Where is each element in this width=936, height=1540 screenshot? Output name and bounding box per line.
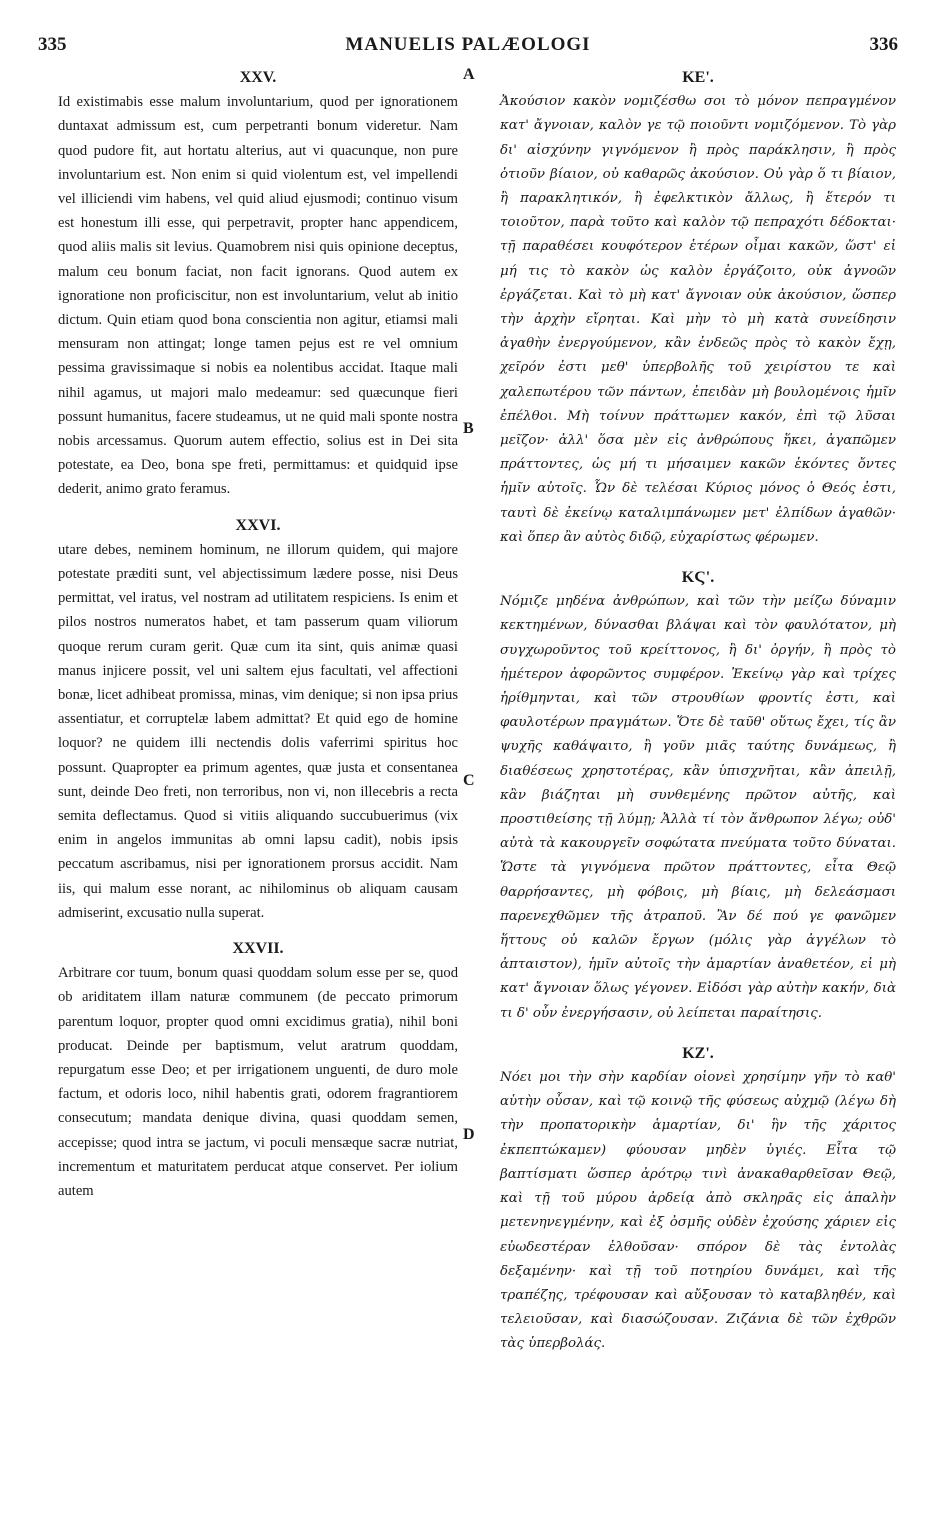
section-text: Νόμιζε μηδένα ἀνθρώπων, καὶ τῶν τὴν μείζω δύναμιν κεκτημένων, δύνασθαι βλάψαι καὶ τὸν φαυλότατον, μὴ συγχωροῦντος τοῦ κρείττονος, ἢ δι' ὀργήν, ἢ πρὸς τὸ ἡμέτερον ἀφορῶντος συμφέρον. Ἐκείνῳ γὰρ καὶ τρίχες ἠρίθμηνται, καὶ τῶν στρουθίων φροντίς ἐστι, καὶ φαυλοτέρων πραγμάτων. Ὅτε δὲ ταῦθ' οὕτως ἔχει, τίς ἂν ψυχῆς καθάψαιτο, ἢ γοῦν μιᾶς ταύτης δυνάμεως, ἢ διαθέσεως χρηστοτέρας, κἂν ὑπισχνῆται, κἂν ἀπειλῇ, κἂν βιάζηται μὴ συνθεμένης πρῶτον αὐτῆς, καὶ προστιθείσης τῇ λύμῃ; Ἀλλὰ τί τὸν ἄνθρωπον λέγω; οὐδ' αὐτὰ τὰ κακουργεῖν σοφώτατα πνεύματα τοῦτο δύναται. Ὥστε τὰ γιγνόμενα πρῶτον πράττοντες, εἶτα Θεῷ θαρρήσαντες, μὴ φόβοις, μὴ βίαις, μὴ δελεάσμασι παρενεχθῶμεν τῆς ἀτραποῦ. Ἂν δέ πού γε φανῶμεν ἥττους οὐ καλῶν ἔργων (μόλις γὰρ ἀγγέλων τὸ ἀπταιστον), ἡμῖν αὐτοῖς τὴν ἁμαρτίαν ἀναθετέον, εἰ μὴ κατ' ἄγνοιαν ὅλως γέγονεν. Εἰδόσι γὰρ αὐτὴν κακήν, διὰ τι δ' οὖν ἐνεργήσασιν, οὐ λείπεται παραίτησις.: [500, 594, 896, 1021]
section-heading: XXV.: [239, 69, 277, 86]
greek-section-ks: [500, 566, 896, 1026]
section-heading: XXVI.: [235, 516, 281, 534]
running-title: MANUELIS PALÆOLOGI: [345, 34, 591, 55]
section-heading: ΚϚ'.: [681, 569, 715, 587]
section-text: Νόει μοι τὴν σὴν καρδίαν οἱονεὶ χρησίμην γῆν τὸ καθ' αὑτὴν οὖσαν, καὶ τῷ κοινῷ τῆς φύσεως αὐχμῷ (λέγω δὴ τὴν προπατορικὴν ἁμαρτίαν, δι' ἣν τῆς χάριτος ἐκπεπτώκαμεν) φύουσαν μηδὲν ὑγιές. Εἶτα τῷ βαπτίσματι ὥσπερ ἀρότρῳ τινὶ ἀνακαθαρθεῖσαν Θεῷ, καὶ τῇ τοῦ μύρου ἀρδείᾳ ἀπὸ σκληρᾶς εἰς ἁπαλὴν μετενηνεγμένην, καὶ ἐξ ὀσμῆς οὐδὲν ἐχούσης χάριεν εἰς εὐωδεστέραν ἐλθοῦσαν· σπόρον δὲ τὰς ἐντολὰς δεξαμένην· καὶ τῇ τοῦ ποτηρίου δυνάμει, καὶ τῆς τραπέζης, τρέφουσαν καὶ αὔξουσαν τὸ καταβληθέν, καὶ τελειοῦσαν, καὶ διασώζουσαν. Ζιζάνια δὲ τῶν ἐχθρῶν τὰς ὑπερβολάς.: [500, 1070, 896, 1352]
section-text: Arbitrare cor tuum, bonum quasi quoddam solum esse per se, quod ob ariditatem illam naturæ communem (de peccato primorum parentum loquor, propter quod omni excidimus gratia), nihil boni producat. Deinde per baptismum, velut aratrum quoddam, repurgatum esse Deo; et per irrigationem unguenti, de duro mole factum, et odoris loco, nihil habentis grati, odorem fragrantiorem consecutum; mandata denique divina, quasi quoddam semen, accepisse; quod intra se jactum, vi poculi mensæque sacræ nutriat, incrementum et maturitatem perducat atque conservet. Per iolium autem: [58, 965, 458, 1200]
section-heading: ΚΖ'.: [682, 1044, 714, 1062]
page-number-left: 335: [38, 34, 67, 55]
margin-letter-d: D: [463, 1126, 475, 1143]
latin-column: [58, 66, 458, 1203]
section-text: Ἀκούσιον κακὸν νομιζέσθω σοι τὸ μόνον πεπραγμένον κατ' ἄγνοιαν, καλὸν γε τῷ ποιοῦντι νομιζόμενον. Τὸ γὰρ δι' αἰσχύνην γιγνόμενον ἢ πρὸς παράκλησιν, ἢ πρὸς ὁτιοῦν βίαιον, οὐ καθαρῶς ἀκούσιον. Οὐ γὰρ ὅ τι βίαιον, ἢ παρακλητικόν, ἢ ἐφελκτικὸν ἄλλως, ἢ ἕτερόν τι τοιοῦτον, παρὰ τοῦτο καὶ καλὸν τῷ πεπραχότι δέδοκται· τῇ παραθέσει κουφότερον ἑτέρων οἶμαι κακῶν, ὥστ' εἰ μή τις τὸ κακὸν ὡς καλὸν ἐργάζοιτο, οὐκ ἀγνοῶν ἐργάζεται. Καὶ τὸ μὴ κατ' ἄγνοιαν οὐκ ἀκούσιον, ὥσπερ τὴν ἀρχὴν εἴρηται. Καὶ μὴν τὸ μὴ κατὰ συνείδησιν ἀγαθὴν ἐνεργούμενον, κἂν ἐνδεῶς πρὸς τὸ κακὸν ἔχῃ, χεῖρόν ἐστι μεθ' ὑπερβολῆς τοῦ χειρίστου τε καὶ χαλεπωτέρου τῶν πάντων, ἐπειδὰν μὴ βουλομένοις ἡμῖν ἐπέλθοι. Μὴ τοίνυν πράττωμεν κακόν, ἐπὶ τῷ λῦσαι μεῖζον· ἀλλ' ὅσα μὲν εἰς ἀνθρώπους ἥκει, ἀγαπῶμεν πράττοντες, ὡς μή τι μήσαιμεν κακῶν ἑκόντες ὄντες ἡμῖν αὐτοῖς. Ὧν δὲ τελέσαι Κύριος μόνος ὁ Θεός ἐστι, ταυτὶ δὲ ἐκείνῳ καταλιμπάνωμεν μετ' ἐλπίδων ἀγαθῶν· καὶ ὅπερ ἂν αὐτὸς διδῷ, εὐχαρίστως φέρωμεν.: [500, 94, 896, 545]
margin-letter-b: B: [463, 420, 474, 437]
margin-letter-a: A: [463, 66, 475, 83]
latin-section-xxvii: [58, 937, 458, 1203]
page-header: [38, 34, 898, 58]
greek-section-kz: [500, 1042, 896, 1357]
latin-section-xxvi: [58, 514, 458, 925]
latin-section-xxv: [58, 66, 458, 502]
section-heading: ΚΕ'.: [682, 69, 714, 86]
greek-column: [500, 66, 896, 1357]
page-number-right: 336: [869, 34, 898, 55]
section-heading: XXVII.: [232, 940, 284, 958]
section-text: utare debes, neminem hominum, ne illorum quidem, qui majore potestate præditi sunt, vel abjectissimum lædere posse, nisi Deus permittat, vel iratus, vel nostram ad utilitatem respiciens. Is enim et pilos nostros numeratos habet, et tam passerum quam viliorum quoque rerum curam gerit. Quæ cum ita sint, quis animæ quasi manus injicere possit, vel uni saltem ejus facultati, vel affectioni bonæ, licet adhibeat promissa, minas, vim denique; si non ipsa prius assentiatur, et corruptelæ labem admittat? Et quid ego de homine loquor? ne quidem illi nectendis dolis vaferrimi spiritus hoc possunt. Quapropter ea primum agentes, quæ justa et consentanea sunt, deinde Deo freti, non terroribus, non vi, non illecebris a recta semita deflectamus. Quod si vitiis aliquando succubuerimus (vix enim in angelos immunitas ab omni lapsu cadit), nobis ipsis peccatum ascribamus, nisi per ignorationem prorsus accidit. Nam iis, qui malum esse norant, ac nihilominus ob aliquam causam admiserint, excusatio nulla superat.: [58, 541, 458, 921]
greek-section-ke: [500, 66, 896, 550]
section-text: Id existimabis esse malum involuntarium, quod per ignorationem duntaxat admissum est, cum perpetranti bonum videretur. Nam quod pudore fit, aut hortatu alterius, aut vi quacunque, non pure involuntarium est. Non enim si quid violentum est, vel impellendi vel illiciendi vim habens, vel quid aliud ejusmodi; continuo visum est honestum illi esse, qui perpetravit, propter hanc appendicem, quod aliis malis sit levius. Quamobrem nisi quis opinione deceptus, malum ceu bonum faciat, non facit ignorans. Quod autem ex ignoratione non proficiscitur, non est involuntarium, velut ab initio dictum. Quin etiam quod bona conscientia non agitur, etiamsi mali mensuram non attingat; longe tamen pejus est re vel omnium pessima gravissimaque si nobis ea nolentibus accidat. Itaque mali nihil agamus, ut majori malo medeamur: sed quæcunque fieri possunt humanitus, facere studeamus, ut ne quid mali sponte nostra nobis arcessamus. Quorum autem effectio, solius est in Dei sita potestate, ea Deo, bona spe freti, permittamus: et quidquid ipse dederit, animo grato feramus.: [58, 94, 458, 498]
margin-letter-c: C: [463, 772, 475, 789]
